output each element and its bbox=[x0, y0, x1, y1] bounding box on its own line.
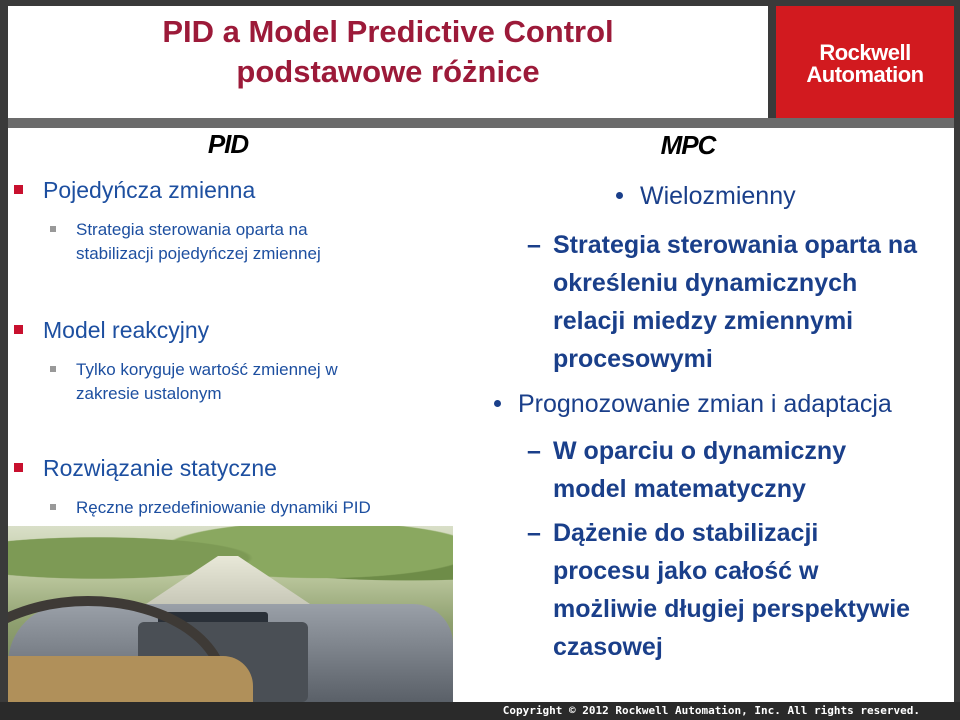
pid-item-3-label: Rozwiązanie statyczne bbox=[43, 455, 277, 481]
mpc-sub-line: Strategia sterowania oparta na bbox=[553, 231, 918, 259]
header-band bbox=[8, 118, 954, 128]
pid-item-2-label: Model reakcyjny bbox=[43, 317, 210, 343]
pid-item-2-sub bbox=[76, 358, 436, 406]
pid-item-2 bbox=[14, 316, 209, 344]
square-bullet-icon bbox=[50, 226, 56, 232]
rockwell-logo bbox=[776, 6, 954, 118]
pid-item-2-sub-line-2: zakresie ustalonym bbox=[76, 384, 222, 403]
pid-item-1-label: Pojedyńcza zmienna bbox=[43, 177, 256, 203]
logo-line-2: Automation bbox=[806, 62, 924, 87]
logo-line-1: Rockwell bbox=[819, 40, 911, 65]
pid-item-2-sub-line-1: Tylko koryguje wartość zmiennej w bbox=[76, 360, 338, 379]
title-line-1: PID a Model Predictive Control bbox=[162, 14, 614, 49]
bullet-dot-icon bbox=[494, 400, 501, 407]
dash-bullet-icon: – bbox=[527, 519, 541, 547]
mpc-sub-line: czasowej bbox=[553, 633, 663, 661]
mpc-item-1 bbox=[640, 180, 796, 212]
slide-header bbox=[8, 6, 768, 118]
pid-item-3 bbox=[14, 454, 277, 482]
mpc-item-2 bbox=[518, 388, 892, 420]
mpc-sub-line: określeniu dynamicznych bbox=[553, 269, 858, 297]
square-bullet-icon bbox=[50, 366, 56, 372]
mpc-sub-line: procesu jako całość w bbox=[553, 557, 819, 585]
mpc-item-2-sub-2 bbox=[527, 514, 953, 666]
mpc-sub-line: relacji miedzy zmiennymi bbox=[553, 307, 854, 335]
square-bullet-icon bbox=[14, 463, 23, 472]
mpc-sub-line: procesowymi bbox=[553, 345, 713, 373]
mpc-item-2-sub-1 bbox=[527, 432, 953, 508]
pid-item-1-sub bbox=[76, 218, 436, 266]
square-bullet-icon bbox=[50, 504, 56, 510]
pid-item-1 bbox=[14, 176, 255, 204]
pid-heading: PID bbox=[207, 129, 249, 159]
mpc-item-2-label: Prognozowanie zmian i adaptacja bbox=[518, 390, 892, 418]
mpc-item-1-label: Wielozmienny bbox=[640, 182, 796, 210]
dash-bullet-icon: – bbox=[527, 231, 541, 259]
pid-item-3-sub-line-1: Ręczne przedefiniowanie dynamiki PID bbox=[76, 498, 371, 517]
slide-title bbox=[8, 12, 768, 92]
mpc-heading: MPC bbox=[660, 130, 716, 160]
mpc-sub-line: model matematyczny bbox=[553, 475, 806, 503]
pid-item-1-sub-line-1: Strategia sterowania oparta na bbox=[76, 220, 308, 239]
mpc-sub-line: W oparciu o dynamiczny bbox=[553, 437, 847, 465]
mpc-item-1-sub-1 bbox=[527, 226, 953, 378]
car-dashboard-photo bbox=[8, 526, 453, 702]
dash-bullet-icon: – bbox=[527, 437, 541, 465]
square-bullet-icon bbox=[14, 185, 23, 194]
slide-footer bbox=[0, 702, 960, 720]
mpc-sub-line: Dążenie do stabilizacji bbox=[553, 519, 819, 547]
bullet-dot-icon bbox=[616, 192, 623, 199]
pid-item-1-sub-line-2: stabilizacji pojedyńczej zmiennej bbox=[76, 244, 321, 263]
pid-item-3-sub bbox=[76, 496, 436, 520]
slide-content bbox=[8, 128, 954, 702]
square-bullet-icon bbox=[14, 325, 23, 334]
title-line-2: podstawowe różnice bbox=[236, 54, 540, 89]
mpc-sub-line: możliwie długiej perspektywie bbox=[553, 595, 911, 623]
copyright-text: Copyright © 2012 Rockwell Automation, Inc. All rights reserved. bbox=[502, 704, 920, 717]
